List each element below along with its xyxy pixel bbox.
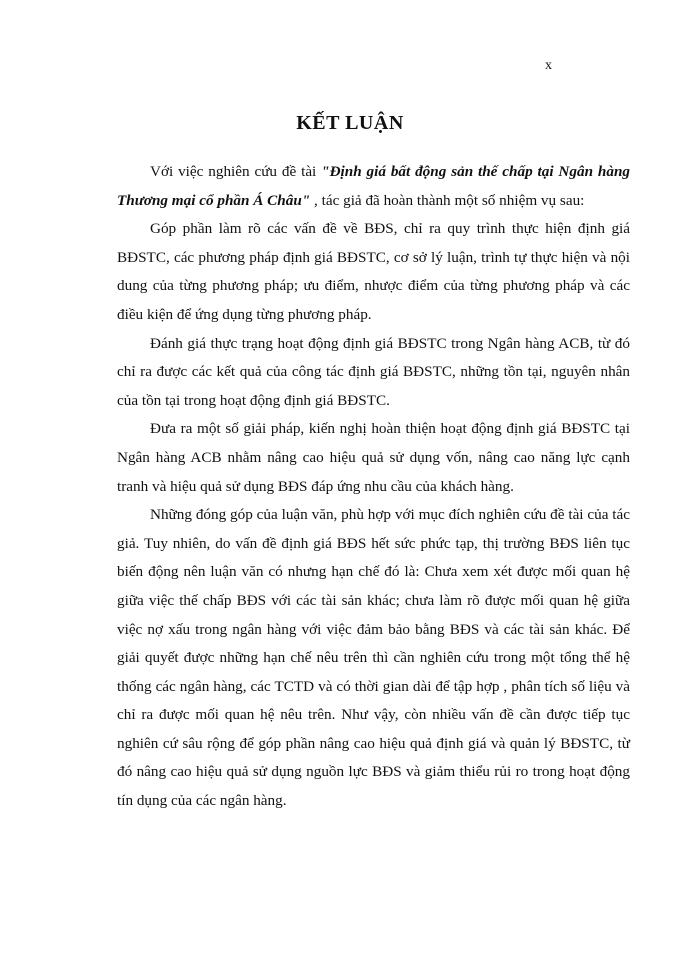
intro-paragraph: [117, 158, 630, 215]
thesis-topic: "Định giá bất động sản thế chấp tại Ngân hàng Thương mại cổ phần Á Châu": [117, 163, 630, 209]
intro-prefix: Với việc nghiên cứu đề tài: [150, 163, 322, 180]
page-title: KẾT LUẬN: [296, 112, 404, 134]
paragraph-4: Những đóng góp của luận văn, phù hợp với mục đích nghiên cứu đề tài của tác giả. Tuy nhiên, do vấn đề định giá BĐS hết sức phức tạp, thị trường BĐS liên tục biến động nên luận văn có nhưng hạn chế đó là: Chưa xem xét được mối quan hệ giữa việc thế chấp BĐS với các tài sản khác; chưa làm rõ được mối quan hệ giữa việc nợ xấu trong ngân hàng với việc đảm bảo bằng BĐS và các tài sản khác. Để giải quyết được những hạn chế nêu trên thì cần nghiên cứu trong một tổng thể hệ thống các ngân hàng, các TCTD và có thời gian dài để tập hợp , phân tích số liệu và chỉ ra được mối quan hệ nêu trên. Như vậy, còn nhiều vấn đề cần được tiếp tục nghiên cứ sâu rộng để góp phần nâng cao hiệu quả định giá và quản lý BĐSTC, từ đó nâng cao hiệu quả sử dụng nguồn lực BĐS và giảm thiểu rủi ro trong hoạt động tín dụng của các ngân hàng.: [117, 506, 630, 810]
paragraph-3: Đưa ra một số giải pháp, kiến nghị hoàn thiện hoạt động định giá BĐSTC tại Ngân hàng ACB nhằm nâng cao hiệu quả sử dụng vốn, nâng cao năng lực cạnh tranh và hiệu quả sử dụng BĐS đáp ứng nhu cầu của khách hàng.: [117, 420, 630, 495]
page-number: x: [545, 58, 552, 73]
intro-suffix: , tác giả đã hoàn thành một số nhiệm vụ sau:: [310, 191, 585, 209]
document-body: [117, 158, 630, 816]
paragraph-2: Đánh giá thực trạng hoạt động định giá BĐSTC trong Ngân hàng ACB, từ đó chỉ ra được các kết quả của công tác định giá BĐSTC, những tồn tại, nguyên nhân của tồn tại trong hoạt động định giá BĐSTC.: [117, 334, 630, 409]
paragraph-1: Góp phần làm rõ các vấn đề về BĐS, chỉ ra quy trình thực hiện định giá BĐSTC, các phương pháp định giá BĐSTC, cơ sở lý luận, trình tự thực hiện và nội dung của từng phương pháp; ưu điểm, nhược điểm của từng phương pháp và các điều kiện để ứng dụng từng phương pháp.: [117, 220, 630, 323]
